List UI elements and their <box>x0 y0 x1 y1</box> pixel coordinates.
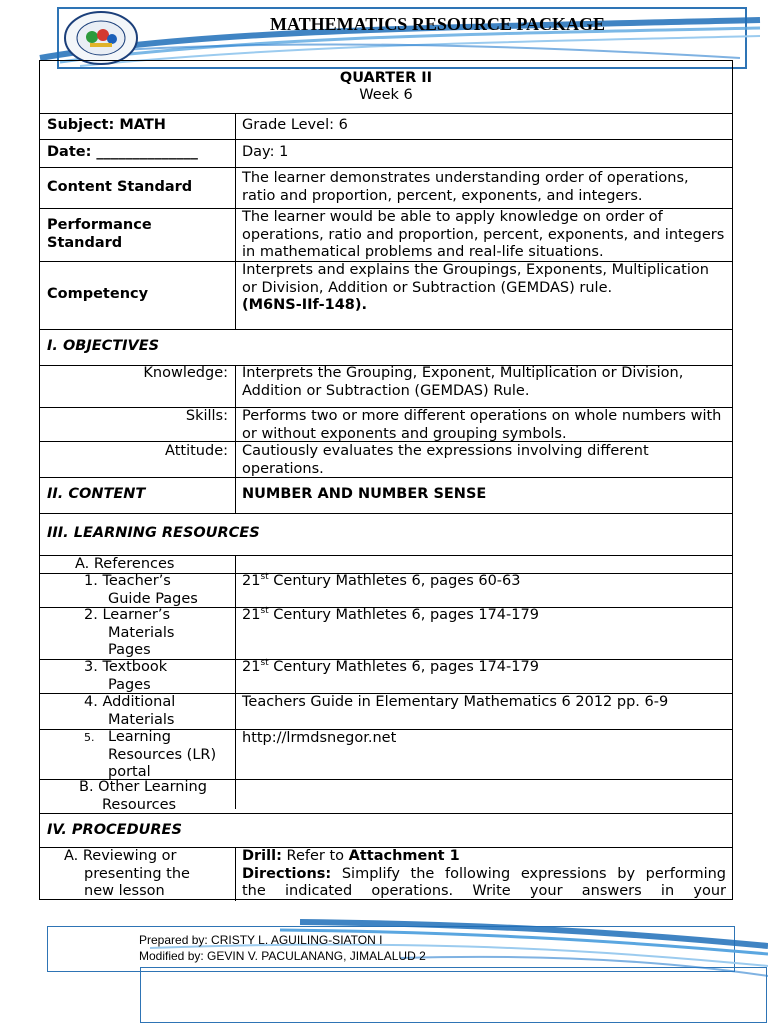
procedures-heading: IV. PROCEDURES <box>47 822 182 838</box>
objectives-heading: I. OBJECTIVES <box>47 338 160 354</box>
lr-portal-label: 5. Learning Resources (LR) portal <box>84 729 217 780</box>
content-standard-label: Content Standard <box>47 179 193 195</box>
learning-resources-heading: III. LEARNING RESOURCES <box>47 525 260 541</box>
references-label: A. References <box>75 556 175 572</box>
lesson-plan-table <box>39 60 733 900</box>
lr-portal-link[interactable]: http://lrmdsnegor.net <box>242 730 397 746</box>
learners-materials-value: 21st Century Mathletes 6, pages 174-179 <box>242 606 539 623</box>
modified-by: Modified by: GEVIN V. PACULANANG, JIMALALUD 2 <box>139 949 426 963</box>
textbook-label: 3. Textbook Pages <box>84 659 168 693</box>
knowledge-value: Interprets the Grouping, Exponent, Multiplication or Division, Addition or Subtraction (GEMDAS) Rule. <box>242 365 684 399</box>
textbook-value: 21st Century Mathletes 6, pages 174-179 <box>242 658 539 675</box>
attitude-value: Cautiously evaluates the expressions involving different operations. <box>242 443 649 477</box>
subject-label: Subject: MATH <box>47 117 166 133</box>
additional-materials-label: 4. Additional Materials <box>84 694 176 728</box>
skills-value: Performs two or more different operations on whole numbers with or without exponents and grouping symbols. <box>242 408 722 442</box>
skills-label: Skills: <box>185 408 228 424</box>
content-value: NUMBER AND NUMBER SENSE <box>242 486 487 502</box>
attitude-label: Attitude: <box>165 443 228 459</box>
teachers-guide-value: 21st Century Mathletes 6, pages 60-63 <box>242 572 521 589</box>
week-label: Week 6 <box>359 87 413 103</box>
knowledge-label: Knowledge: <box>143 365 228 381</box>
performance-standard-value: The learner would be able to apply knowledge on order of operations, ratio and proportion, percent, exponents, and integers in mathematical problems and real-life situations. <box>242 209 725 260</box>
reviewing-label: A. Reviewing or presenting the new lesson <box>64 848 190 899</box>
day-value: Day: 1 <box>242 144 289 160</box>
content-heading: II. CONTENT <box>47 486 146 502</box>
quarter-title: QUARTER II <box>339 70 433 86</box>
content-standard-value: The learner demonstrates understanding order of operations, ratio and proportion, percent, exponents, and integers. <box>242 170 689 204</box>
competency-value: Interprets and explains the Groupings, Exponents, Multiplication or Division, Addition or Subtraction (GEMDAS) rule. (M6NS-IIf-148). <box>242 262 726 315</box>
performance-standard-label: Performance Standard <box>47 217 152 251</box>
prepared-by: Prepared by: CRISTY L. AGUILING-SIATON I <box>139 933 383 947</box>
competency-label: Competency <box>47 286 149 302</box>
other-resources-label: B. Other Learning Resources <box>79 779 207 813</box>
footer-box-lower <box>140 967 767 1023</box>
additional-materials-value: Teachers Guide in Elementary Mathematics 6 2012 pp. 6-9 <box>242 694 669 710</box>
grade-level: Grade Level: 6 <box>242 117 348 133</box>
learners-materials-label: 2. Learner’s Materials Pages <box>84 607 175 658</box>
teachers-guide-label: 1. Teacher’s Guide Pages <box>84 573 198 607</box>
drill-text: Drill: Refer to Attachment 1 Directions: Simplify the following expressions by performing the indicated operations. Write your answers in your <box>242 848 726 899</box>
date-label: Date: ______________ <box>47 144 198 160</box>
page-title: MATHEMATICS RESOURCE PACKAGE <box>269 14 606 34</box>
competency-code: (M6NS-IIf-148). <box>242 297 368 313</box>
deped-seal-icon <box>62 10 140 66</box>
